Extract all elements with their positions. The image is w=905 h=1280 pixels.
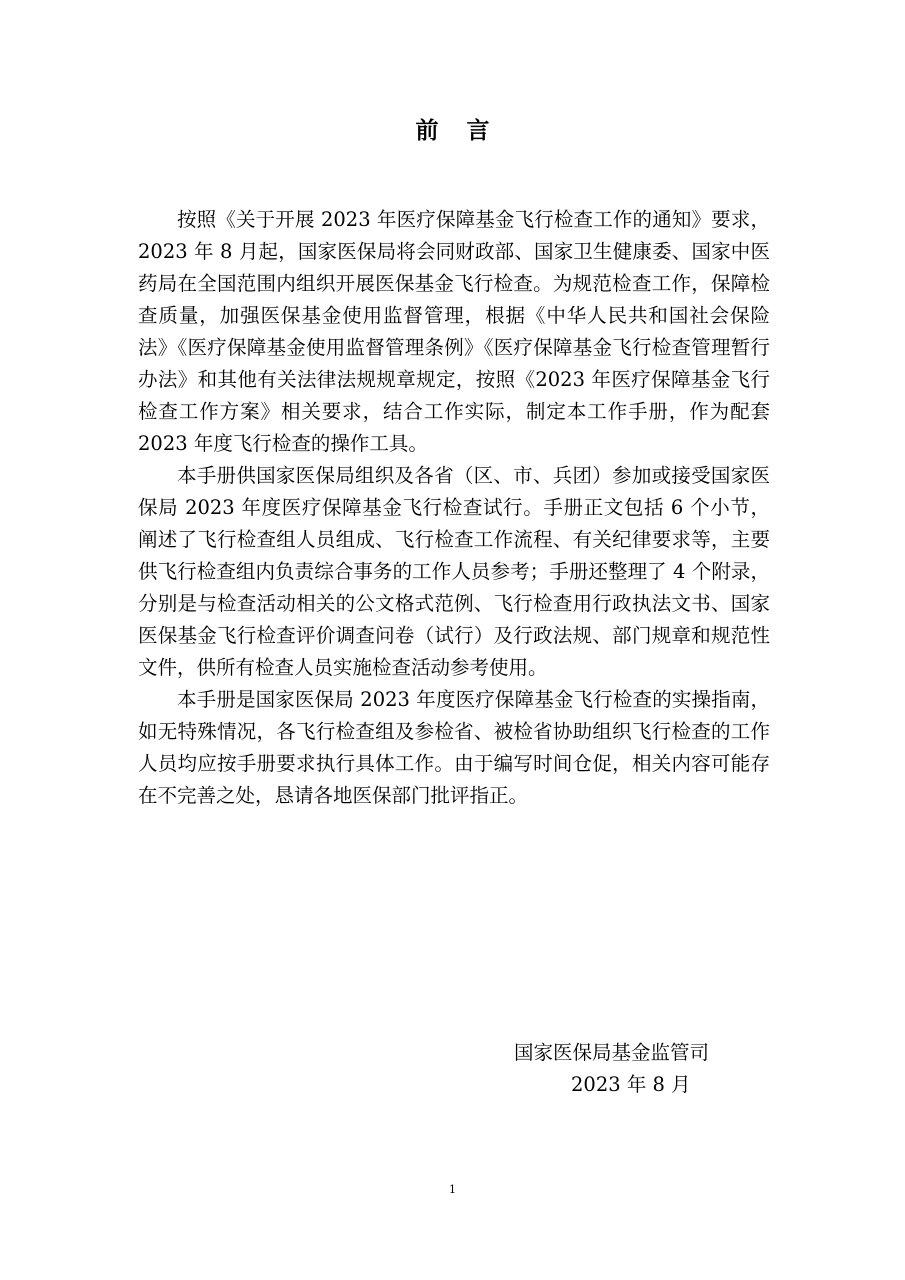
page-number: 1 <box>449 1183 456 1196</box>
page-title: 前言 <box>415 117 518 144</box>
signature-date: 2023 年 8 月 <box>571 1073 691 1096</box>
paragraph-3: 本手册是国家医保局 2023 年度医疗保障基金飞行检查的实操指南，如无特殊情况，各飞行检查组及参检省、被检省协助组织飞行检查的工作人员均应按手册要求执行具体工作。由于编写时间仓促，相关内容可能存在不完善之处，恳请各地医保部门批评指正。 <box>138 688 770 807</box>
body-text <box>138 204 770 812</box>
signature-organization: 国家医保局基金监管司 <box>514 1041 710 1064</box>
paragraph-2: 本手册供国家医保局组织及各省（区、市、兵团）参加或接受国家医保局 2023 年度医疗保障基金飞行检查试行。手册正文包括 6 个小节，阐述了飞行检查组人员组成、飞行检查工作流程、有关纪律要求等，主要供飞行检查组内负责综合事务的工作人员参考；手册还整理了 4 个附录，分别是与检查活动相关的公文格式范例、飞行检查用行政执法文书、国家医保基金飞行检查评价调查问卷（试行）及行政法规、部门规章和规范性文件，供所有检查人员实施检查活动参考使用。 <box>138 464 770 679</box>
paragraph-1: 按照《关于开展 2023 年医疗保障基金飞行检查工作的通知》要求，2023 年 8 月起，国家医保局将会同财政部、国家卫生健康委、国家中医药局在全国范围内组织开展医保基金飞行检查。为规范检查工作，保障检查质量，加强医保基金使用监督管理，根据《中华人民共和国社会保险法》《医疗保障基金使用监督管理条例》《医疗保障基金飞行检查管理暂行办法》和其他有关法律法规规章规定，按照《2023 年医疗保障基金飞行检查工作方案》相关要求，结合工作实际，制定本工作手册，作为配套 2023 年度飞行检查的操作工具。 <box>138 208 770 455</box>
